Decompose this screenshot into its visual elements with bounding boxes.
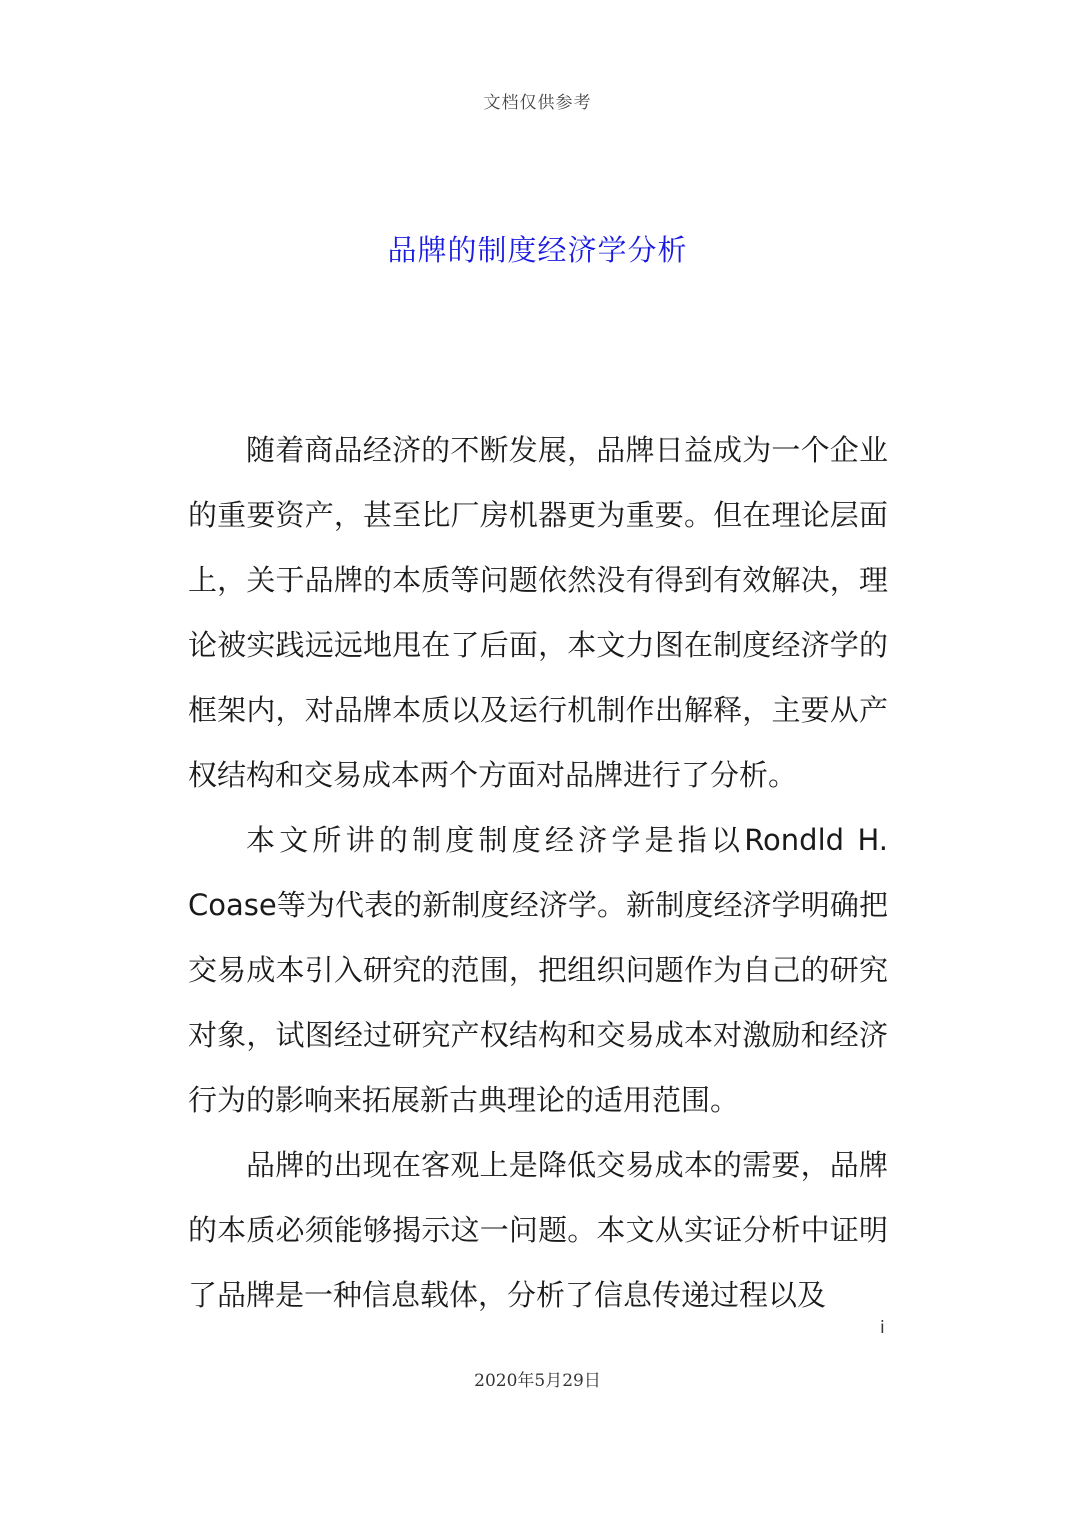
paragraph: 品牌的出现在客观上是降低交易成本的需要，品牌的本质必须能够揭示这一问题。本文从实证分析中证明了品牌是一种信息载体，分析了信息传递过程以及 [188, 1148, 888, 1312]
paragraph: 随着商品经济的不断发展，品牌日益成为一个企业的重要资产，甚至比厂房机器更为重要。但在理论层面上，关于品牌的本质等问题依然没有得到有效解决，理论被实践远远地甩在了后面，本文力图在制度经济学的框架内，对品牌本质以及运行机制作出解释，主要从产权结构和交易成本两个方面对品牌进行了分析。 [188, 433, 888, 792]
document-title: 品牌的制度经济学分析 [387, 233, 688, 267]
header-note: 文档仅供参考 [483, 93, 592, 113]
footer-date: 2020年5月29日 [474, 1371, 601, 1391]
paragraph: 本文所讲的制度制度经济学是指以Rondld H. Coase等为代表的新制度经济学。新制度经济学明确把交易成本引入研究的范围，把组织问题作为自己的研究对象，试图经过研究产权结构和交易成本对激励和经济行为的影响来拓展新古典理论的适用范围。 [188, 823, 888, 1117]
body-text [188, 418, 888, 1328]
page-number: i [880, 1318, 885, 1338]
